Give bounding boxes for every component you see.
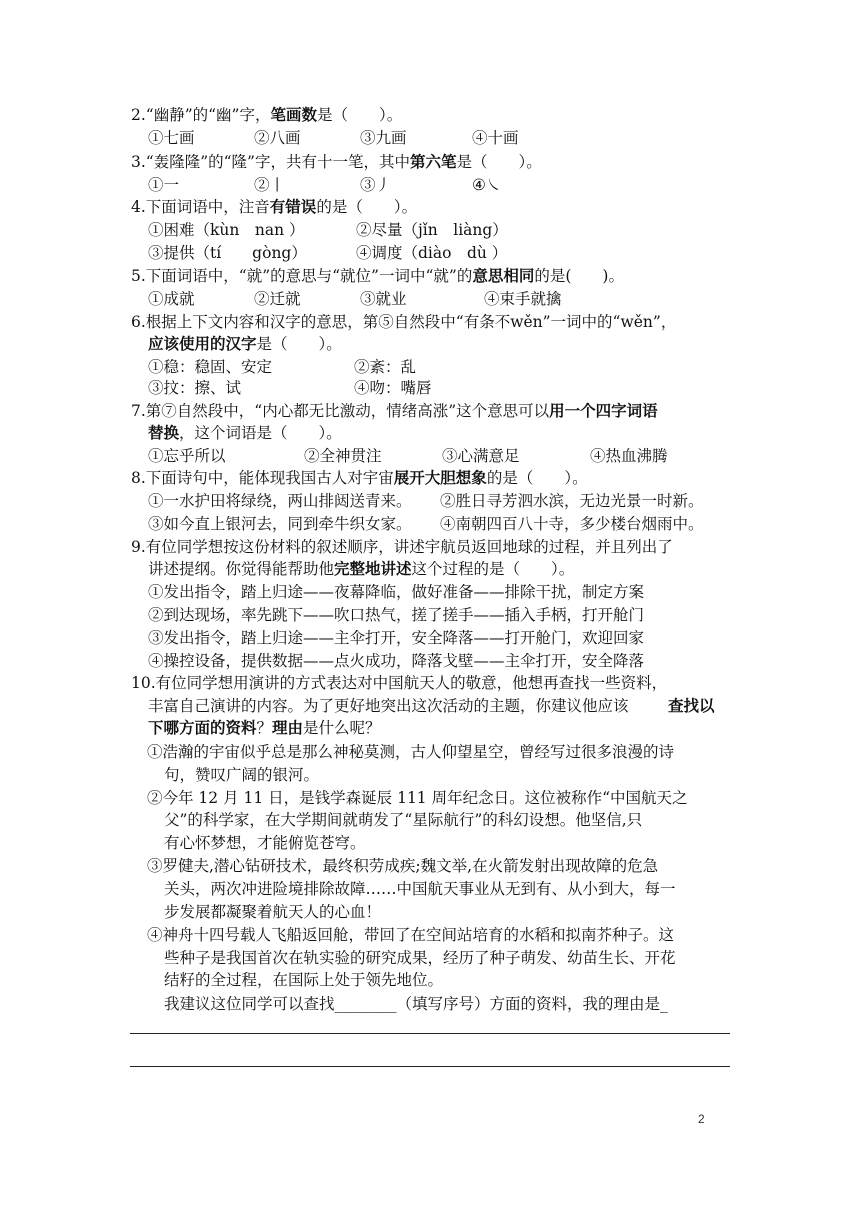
- option-2: ②紊：乱: [354, 358, 417, 376]
- question-4-options-row2: [148, 242, 507, 264]
- material-3-line1: ③罗健夫,潜心钻研技术，最终积劳成疾;魏文举,在火箭发射出现故障的危急: [147, 857, 659, 875]
- option-3: ③如今直上银河去，同到牵牛织女家。: [148, 515, 412, 533]
- question-text: ，这个词语是（ ）。: [179, 424, 342, 442]
- question-5-options: [148, 288, 562, 310]
- option-4: ④吻：嘴唇: [354, 379, 432, 397]
- option-3: ③就业: [360, 290, 407, 308]
- material-3-line3: 步发展都凝聚着航天人的心血！: [164, 903, 382, 921]
- option-1: ①稳：稳固、安定: [148, 358, 273, 376]
- option-2: ②胜日寻芳泗水滨，无边光景一时新。: [440, 492, 704, 510]
- option-4: ④十画: [472, 129, 519, 147]
- question-text: 是（ ）。: [256, 335, 342, 353]
- option-2: ②八画: [254, 129, 301, 147]
- question-text: 的是( )。: [534, 267, 624, 285]
- material-1-line2: 句，赞叹广阔的银河。: [164, 766, 320, 784]
- question-text: 4.下面词语中，注音: [131, 198, 270, 216]
- question-6-line2: [148, 333, 342, 355]
- question-emphasis: 用一个四字词语: [549, 401, 658, 420]
- option-1: ①一水护田将绿绕，两山排闼送青来。: [148, 492, 412, 510]
- question-emphasis: 理由: [272, 718, 304, 737]
- question-4-options-row1: [148, 219, 508, 241]
- option-1: ①困难（kùn nan ）: [148, 221, 305, 239]
- question-10: 10.有位同学想用演讲的方式表达对中国航天人的敬意，他想再查找一些资料，: [131, 674, 668, 692]
- answer-line-2[interactable]: [130, 1066, 730, 1067]
- question-10-emphasis-a: [668, 695, 715, 717]
- question-6: 6.根据上下文内容和汉字的意思，第⑤自然段中“有条不wěn”一词中的“wěn”，: [131, 313, 677, 331]
- question-2: [131, 104, 402, 126]
- question-emphasis: 有错误: [269, 197, 317, 216]
- question-emphasis: 笔画数: [270, 105, 318, 124]
- question-text: 是（ ）。: [317, 106, 403, 124]
- question-text: 是什么呢？: [303, 719, 381, 737]
- question-text: 讲述提纲。你觉得能帮助他: [148, 560, 335, 578]
- option-2: ②全神贯注: [304, 447, 382, 465]
- question-10-line3: [148, 717, 381, 739]
- option-1: ①一: [148, 176, 180, 194]
- question-text: 3.“轰隆隆”的“隆”字，共有十一笔，其中: [131, 153, 410, 171]
- material-4-line3: 结籽的全过程，在国际上处于领先地位。: [164, 971, 444, 989]
- question-7-options: [148, 445, 668, 467]
- answer-line-1[interactable]: [130, 1033, 730, 1034]
- option-4: ④南朝四百八十寺，多少楼台烟雨中。: [440, 515, 704, 533]
- option-3: ③抆：擦、试: [148, 379, 242, 397]
- question-text: 这个过程的是（ ）。: [411, 560, 575, 578]
- question-text: 8.下面诗句中，能体现我国古人对宇宙: [131, 469, 394, 487]
- material-3-line2: 关头，两次冲进险境排除故障……中国航天事业从无到有、从小到大，每一: [164, 880, 676, 898]
- question-10-line2: 丰富自己演讲的内容。为了更好地突出这次活动的主题，你建议他应该: [148, 697, 629, 715]
- option-3: ③九画: [360, 129, 407, 147]
- option-2: ②到达现场，率先跳下——吹口热气，搓了搓手——插入手柄，打开舱门: [148, 606, 645, 624]
- question-text: 的是（ ）。: [486, 469, 588, 487]
- question-3-options: [148, 174, 501, 196]
- option-1: ①发出指令，踏上归途——夜幕降临，做好准备——排除干扰，制定方案: [148, 583, 645, 601]
- material-4-line1: ④神舟十四号载人飞船返回舱，带回了在空间站培育的水稻和拟南芥种子。这: [147, 926, 675, 944]
- option-4: ④热血沸腾: [590, 447, 668, 465]
- option-4: ④束手就擒: [484, 290, 562, 308]
- question-emphasis: 替换: [148, 423, 180, 442]
- option-2: ②丨: [254, 176, 286, 194]
- material-2-line1: ②今年 12 月 11 日，是钱学森诞辰 111 周年纪念日。这位被称作“中国航天之: [147, 789, 688, 807]
- question-8-options-row1: [148, 490, 704, 512]
- material-2-line2: 父”的科学家，在大学期间就萌发了“星际航行”的科幻设想。他坚信,只: [164, 811, 643, 829]
- question-text: 是（ ）。: [456, 153, 542, 171]
- question-7-line2: [148, 422, 342, 444]
- option-4: ④调度（diào dù ）: [356, 244, 508, 262]
- page-number: 2: [698, 1112, 705, 1126]
- question-9-line2: [148, 558, 574, 580]
- option-1: ①成就: [148, 290, 195, 308]
- option-3: ③提供（tí gòng）: [148, 244, 307, 262]
- question-emphasis: 意思相同: [472, 266, 535, 285]
- option-1: ①七画: [148, 129, 195, 147]
- option-2: ②尽量（jǐn liàng）: [356, 221, 508, 239]
- question-3: [131, 151, 542, 173]
- question-emphasis: 第六笔: [410, 152, 457, 171]
- question-text: 的是（ ）。: [316, 198, 418, 216]
- question-4: [131, 196, 417, 218]
- option-2: ②迁就: [254, 290, 301, 308]
- option-3: ③心满意足: [442, 447, 520, 465]
- option-3: ③发出指令，踏上归途——主伞打开，安全降落——打开舱门，欢迎回家: [148, 629, 645, 647]
- question-6-options-row2: [148, 377, 432, 399]
- material-2-line3: 有心怀梦想，才能俯览苍穹。: [164, 834, 366, 852]
- question-emphasis: 展开大胆想象: [393, 468, 487, 487]
- question-8: [131, 467, 588, 489]
- material-1-line1: ①浩瀚的宇宙似乎总是那么神秘莫测，古人仰望星空，曾经写过很多浪漫的诗: [147, 743, 675, 761]
- option-4: ④㇏: [472, 176, 502, 194]
- question-emphasis: 下哪方面的资料: [148, 718, 257, 737]
- question-5: [131, 265, 624, 287]
- question-2-options: [148, 127, 519, 149]
- question-9: 9.有位同学想按这份材料的叙述顺序，讲述宇航员返回地球的过程，并且列出了: [131, 538, 673, 556]
- answer-prompt: 我建议这位同学可以查找________（填写序号）方面的资料，我的理由是_: [164, 995, 668, 1013]
- question-8-options-row2: [148, 513, 704, 535]
- material-4-line2: 些种子是我国首次在轨实验的研究成果，经历了种子萌发、幼苗生长、开花: [164, 949, 676, 967]
- option-3: ③丿: [360, 176, 392, 194]
- option-1: ①忘乎所以: [148, 447, 226, 465]
- option-4: ④操控设备，提供数据——点火成功，降落戈壁——主伞打开，安全降落: [148, 652, 645, 670]
- question-7: [131, 400, 658, 422]
- question-text: 7.第⑦自然段中，“内心都无比激动，情绪高涨”这个意思可以: [131, 402, 550, 420]
- question-text: 5.下面词语中，“就”的意思与“就位”一词中“就”的: [131, 267, 473, 285]
- question-text: ？: [256, 719, 273, 737]
- question-emphasis: 查找以: [668, 696, 715, 715]
- question-emphasis: 完整地讲述: [334, 559, 412, 578]
- question-text: 2.“幽静”的“幽”字，: [131, 106, 271, 124]
- question-emphasis: 应该使用的汉字: [148, 334, 257, 353]
- question-6-options-row1: [148, 356, 416, 378]
